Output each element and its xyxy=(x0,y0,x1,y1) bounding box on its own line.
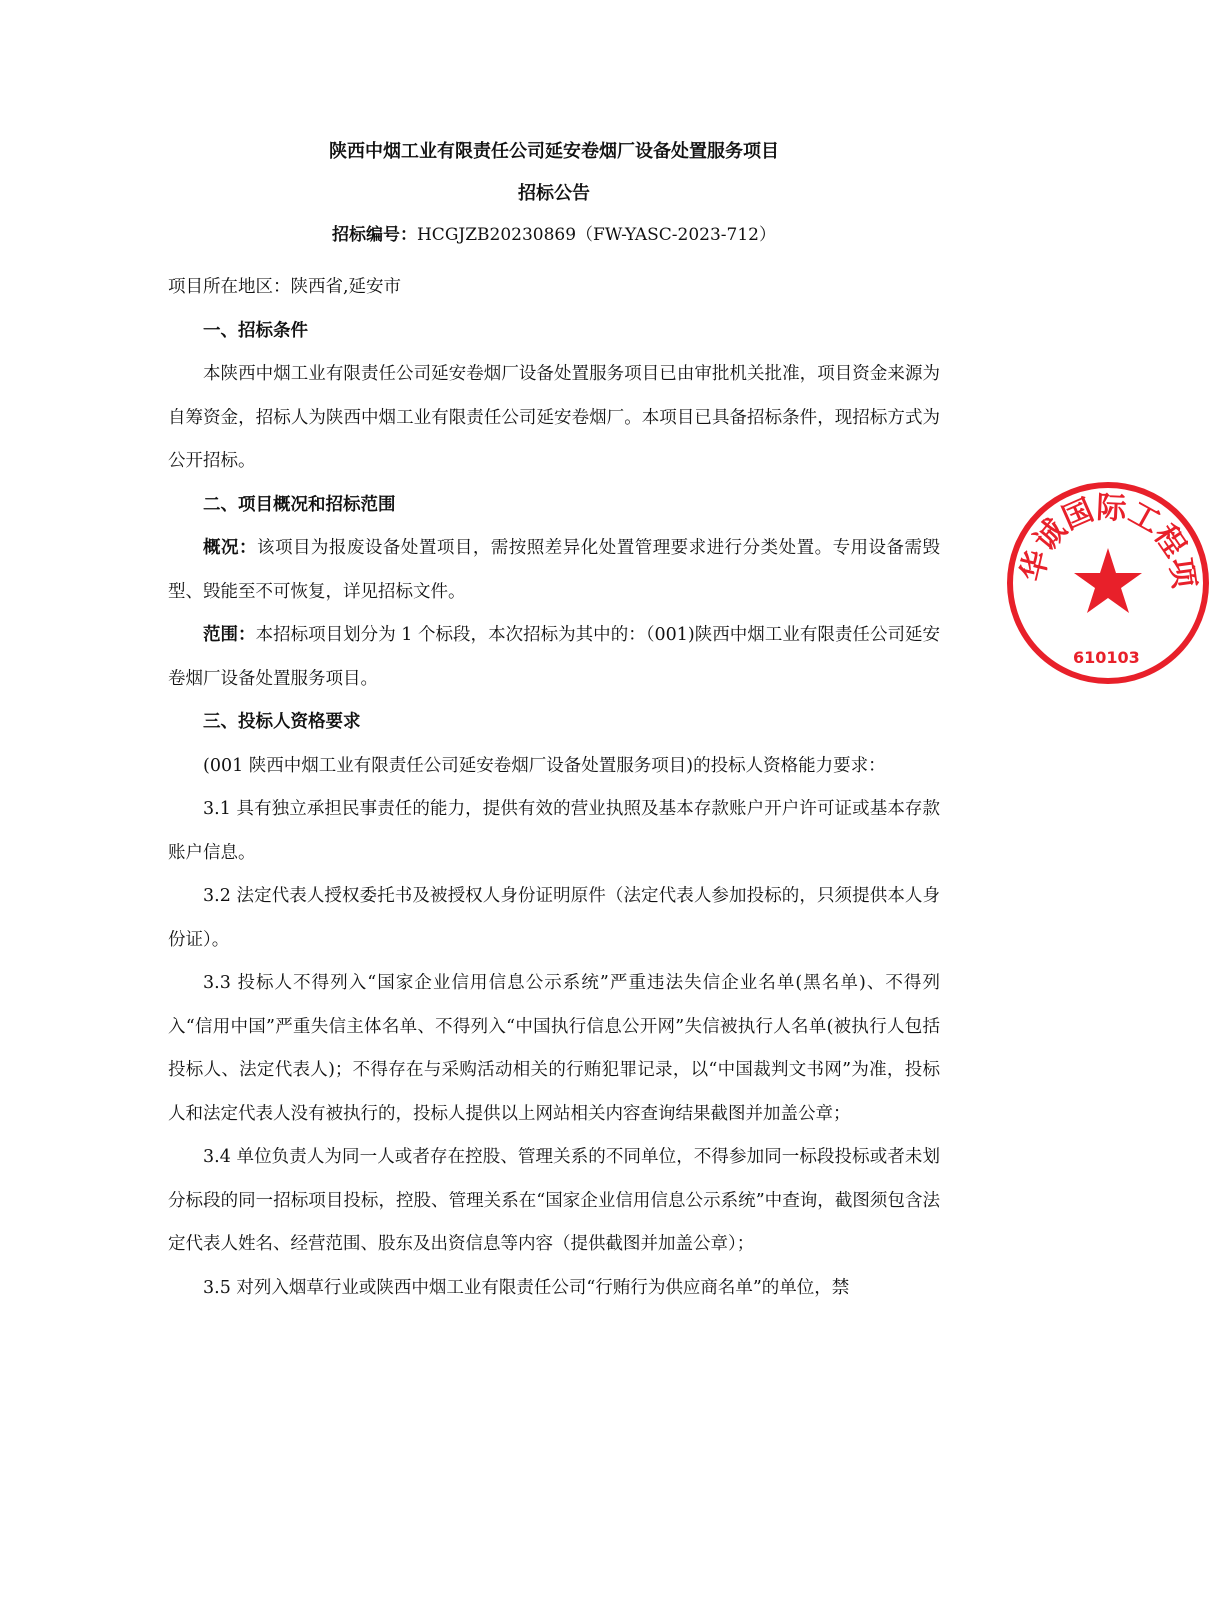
requirement-3-5: 3.5 对列入烟草行业或陕西中烟工业有限责任公司“行贿行为供应商名单”的单位，禁 xyxy=(203,1277,850,1298)
overview-paragraph xyxy=(168,527,940,614)
section-3-intro: (001 陕西中烟工业有限责任公司延安卷烟厂设备处置服务项目)的投标人资格能力要求： xyxy=(203,755,886,776)
overview-label: 概况： xyxy=(203,538,257,558)
seal-code: 610103 xyxy=(1073,648,1140,667)
seal-star-icon xyxy=(1074,548,1142,613)
section-1-body: 本陕西中烟工业有限责任公司延安卷烟厂设备处置服务项目已由审批机关批准，项目资金来源为自筹资金，招标人为陕西中烟工业有限责任公司延安卷烟厂。本项目已具备招标条件，现招标方式为公开招标。 xyxy=(168,364,940,471)
document-title: 陕西中烟工业有限责任公司延安卷烟厂设备处置服务项目 xyxy=(329,141,779,162)
scope-label: 范围： xyxy=(203,625,256,645)
document-subtitle: 招标公告 xyxy=(518,183,590,204)
overview-text: 该项目为报废设备处置项目，需按照差异化处置管理要求进行分类处置。专用设备需毁型、毁能至不可恢复，详见招标文件。 xyxy=(168,538,941,602)
document-page xyxy=(168,140,940,1310)
seal-arc-text: 华诚国际工程项 xyxy=(1015,490,1202,591)
section-2-heading: 二、项目概况和招标范围 xyxy=(203,494,396,515)
section-3-heading: 三、投标人资格要求 xyxy=(203,712,361,732)
section-1-heading: 一、招标条件 xyxy=(203,320,308,341)
tender-code-value: HCGJZB20230869（FW-YASC-2023-712） xyxy=(416,225,776,245)
company-seal-stamp xyxy=(1003,478,1213,688)
requirement-3-1: 3.1 具有独立承担民事责任的能力，提供有效的营业执照及基本存款账户开户许可证或基本存款账户信息。 xyxy=(168,799,940,863)
scope-paragraph xyxy=(168,614,940,701)
requirement-3-3: 3.3 投标人不得列入“国家企业信用信息公示系统”严重违法失信企业名单(黑名单)、不得列入“信用中国”严重失信主体名单、不得列入“中国执行信息公开网”失信被执行人名单(被执行人包括投标人、法定代表人)；不得存在与采购活动相关的行贿犯罪记录，以“中国裁判文书网”为准，投标人和法定代表人没有被执行的，投标人提供以上网站相关内容查询结果截图并加盖公章； xyxy=(168,973,940,1124)
requirement-3-4: 3.4 单位负责人为同一人或者存在控股、管理关系的不同单位，不得参加同一标段投标或者未划分标段的同一招标项目投标，控股、管理关系在“国家企业信用信息公示系统”中查询，截图须包含法定代表人姓名、经营范围、股东及出资信息等内容（提供截图并加盖公章）； xyxy=(168,1147,940,1254)
project-region: 项目所在地区：陕西省,延安市 xyxy=(168,277,402,297)
tender-code-label: 招标编号： xyxy=(331,225,417,245)
tender-code-line xyxy=(168,222,940,248)
scope-text: 本招标项目划分为 1 个标段，本次招标为其中的：（001)陕西中烟工业有限责任公司延安卷烟厂设备处置服务项目。 xyxy=(168,625,940,689)
requirement-3-2: 3.2 法定代表人授权委托书及被授权人身份证明原件（法定代表人参加投标的，只须提供本人身份证）。 xyxy=(168,886,940,950)
